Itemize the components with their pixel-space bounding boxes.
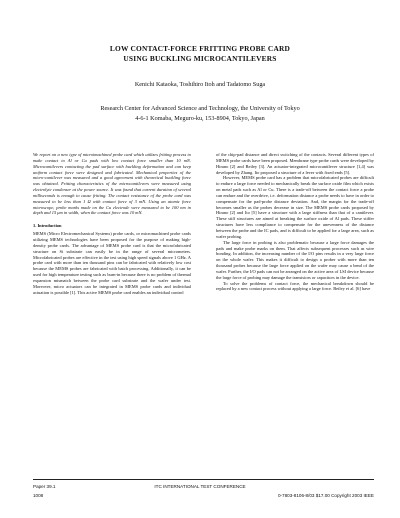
body-paragraph-4: To solve the problems of contact force, the mechanical breakdown should be replaced by a new contact process without applying a large force. Beiley et al. [6] have bbox=[216, 280, 374, 292]
intro-paragraph-1: MEMS (Micro Electromechanical Systems) probe cards, or micromachined probe cards utilizing MEMS technologies have been proposed for the purpose of making high-density probe cards. The advantage of MEMS probe card is that the microfabricated structure on Si substrate can easily be in the range of several micrometers. Microfabricated probes are effective in the test using high speed signals above 1 GHz. A probe card with more than ten thousand pins can be fabricated with relatively low cost because the MEMS probes are fabricated with batch processing. Additionally, it can be used for high temperature testing such as burn-in because there is no problem of thermal expansion mismatch between the probe card substrate and the wafer under test. Moreover, micro actuators can be integrated in MEMS probe cards and individual actuation is possible [1]. This active MEMS probe card enables an individual control bbox=[33, 231, 191, 295]
footer-paper-number: Paper 39.1 bbox=[33, 484, 56, 489]
footer-divider bbox=[33, 479, 374, 480]
footer-copyright: 0-7803-8106-8/03 $17.00 Copyright 2003 IEEE bbox=[277, 493, 374, 498]
body-paragraph-1: of the chip-pad distance and direct switching of the contacts. Several different types of MEMS probe cards have been proposed. Membrane type probe cards were developed by Hirano [2] and Beiley [3]. An actuator-integrated microcantilever structure [1,4] was developed by Zhang. Ito proposed a structure of a lever with fixed ends [5]. bbox=[216, 152, 374, 175]
right-column bbox=[216, 152, 374, 292]
affiliation bbox=[0, 104, 400, 123]
author-list: Kenichi Kataoka, Toshihiro Itoh and Tadatomo Suga bbox=[134, 81, 266, 88]
body-paragraph-3: The large force in probing is also problematic because a large force damages the pads and make probe marks on them. That affects subsequent processes such as wire bonding. In addition, the increasing number of the I/O pins results in a very large force on the whole wafer. This makes it difficult to design a prober with more than ten thousand probes because the large force applied on the wafer may cause a bend of the wafer. Further, the I/O pads can not be arranged on the active area of LSI device because the large force of probing may damage the transistors or capacitors in the device. bbox=[216, 239, 374, 280]
title-line-2: USING BUCKLING MICROCANTILEVERS bbox=[123, 54, 277, 63]
footer-conference: ITC INTERNATIONAL TEST CONFERENCE bbox=[154, 484, 246, 489]
footer-page-number: 1008 bbox=[33, 493, 44, 498]
left-column bbox=[33, 152, 191, 295]
section-heading-introduction: 1. Introduction bbox=[33, 223, 62, 229]
affiliation-line-2: 4-6-1 Komaba, Meguro-ku, 153-8904, Tokyo, Japan bbox=[135, 114, 265, 122]
abstract: We report on a new type of microimachined probe card which utilizes fritting process to make contact to Al or Cu pads with low contact force smaller than 10 mN. Microcantilevers contacting the pad surface with buckling deformation and can keep uniform contact force were designed and fabricated. Mechanical properties of the micro-cantilever was measured and a good agreement with theoretical buckling force was obtained. Fritting characteristics of the microcantilevers were measured using electrolyte condenser at the power source. It was found that current duration of several milliseconds is enough to cause fritting. The contact resistance of the probe card was measured to be less than 1 Ω with contact force of 3 mN. Using an atomic force microscope, probe marks made on the Cu electrode were measured to be 100 nm in depth and 15 μm in width, when the contact force was 10 mN. bbox=[33, 152, 191, 216]
body-paragraph-2: However, MEMS probe card has a problem that microfabricated probes are difficult to endure a large force needed to mechanically break the surface oxide film which exists on metal pads such as Al or Cu. There is a trade-off between the contact force a probe can endure and the overdrive, i.e. deformation distance a probe needs to have in order to compensate for the pad-probe distance deviation. And, the margin for the trade-off becomes smaller as the probes decrease in size. The MEMS probe cards proposed by Hirano [2] and Ito [5] have a structure with a large stiffness than that of a cantilever. These stiff structures are aimed at breaking the surface oxide of Al pads. These stiffer structures have less compliance to compensate for the unevenness of the distance between the probe and the IC pads, and is difficult to be applied for a large area, such as wafer probing. bbox=[216, 175, 374, 239]
title-line-1: LOW CONTACT-FORCE FRITTING PROBE CARD bbox=[109, 44, 291, 53]
affiliation-line-1: Research Center for Advanced Science and Technology, the University of Tokyo bbox=[100, 105, 300, 112]
paper-title bbox=[0, 44, 400, 64]
